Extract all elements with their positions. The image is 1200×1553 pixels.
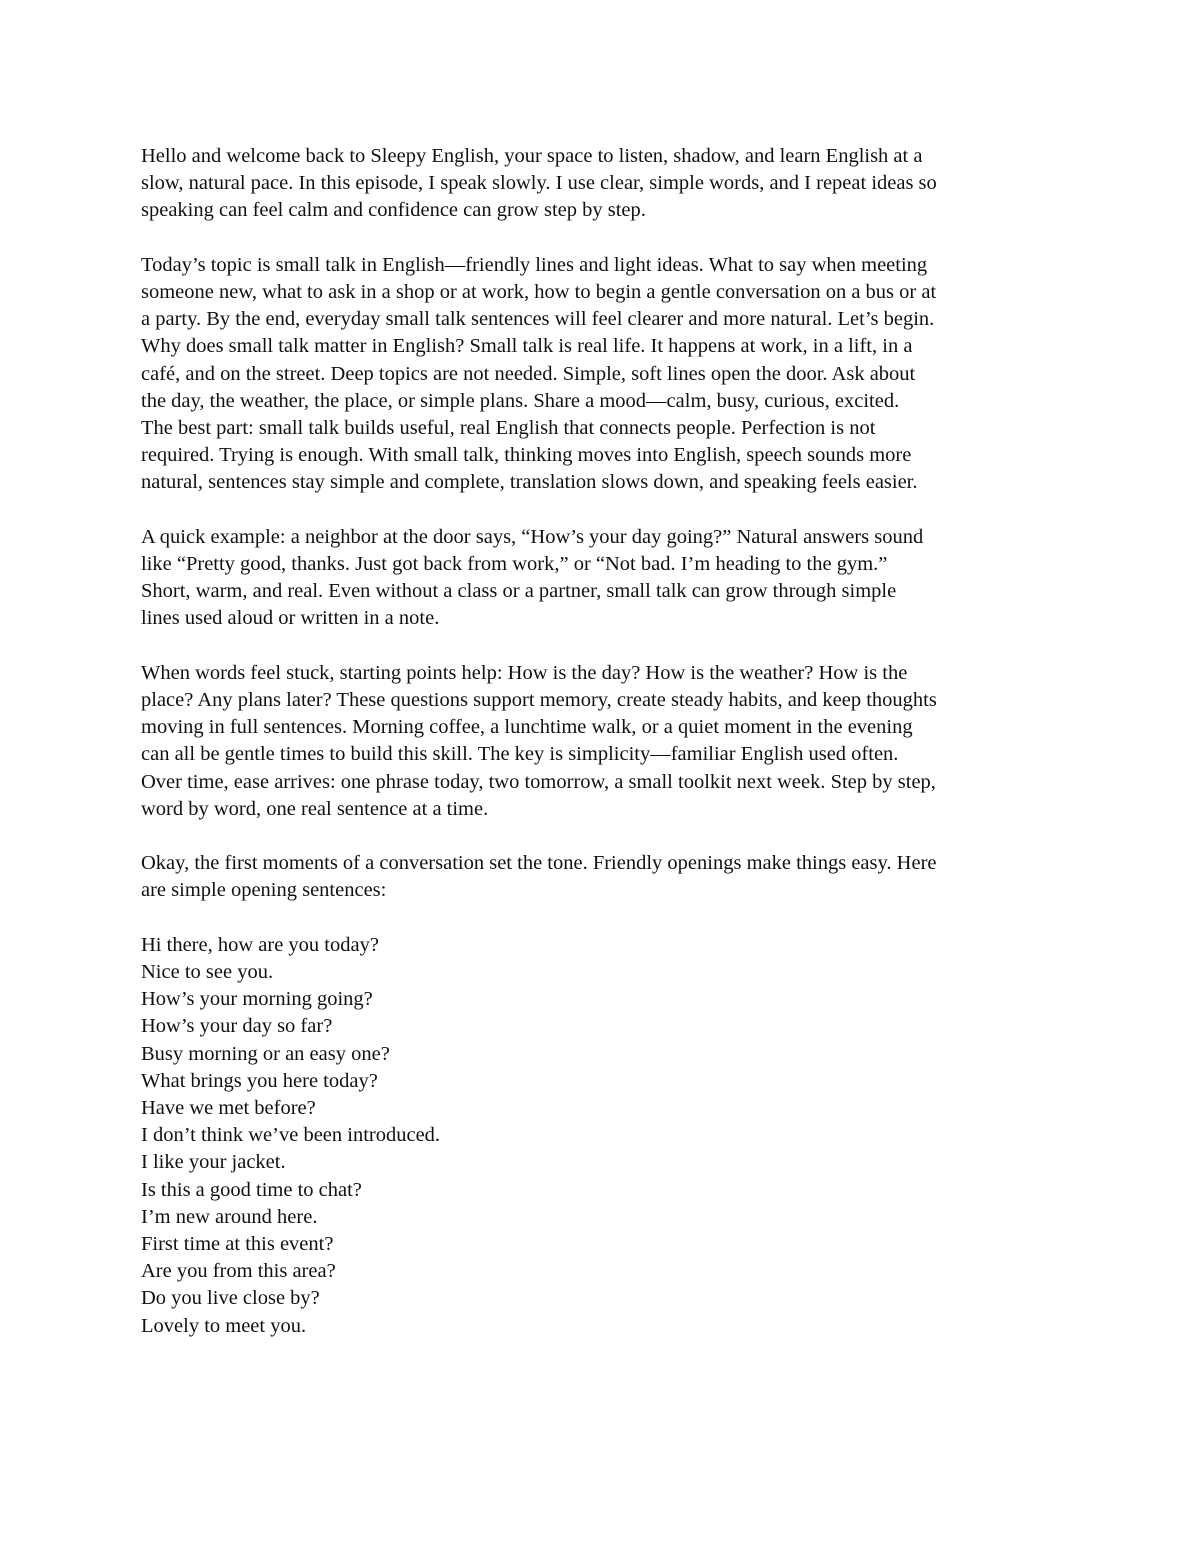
text-line: Okay, the first moments of a conversation set the tone. Friendly openings make things easy. Here: [141, 852, 937, 875]
list-item: Is this a good time to chat?: [141, 1178, 362, 1201]
opening-phrases-list: [141, 932, 1066, 1340]
list-item: How’s your day so far?: [141, 1015, 333, 1038]
text-line: someone new, what to ask in a shop or at work, how to begin a gentle conversation on a bus or at: [141, 281, 937, 303]
list-item: What brings you here today?: [141, 1069, 378, 1092]
list-item: I’m new around here.: [141, 1205, 318, 1228]
text-line: the day, the weather, the place, or simple plans. Share a mood—calm, busy, curious, excited.: [141, 389, 900, 412]
list-item: I like your jacket.: [141, 1151, 286, 1174]
list-item: Are you from this area?: [141, 1260, 336, 1283]
text-line: are simple opening sentences:: [141, 879, 387, 902]
list-item: How’s your morning going?: [141, 988, 373, 1011]
paragraph-starting-points: [141, 660, 1066, 823]
list-item: Lovely to meet you.: [141, 1314, 307, 1337]
list-item: Hi there, how are you today?: [141, 933, 379, 956]
paragraph-intro: [141, 143, 1066, 225]
text-line: word by word, one real sentence at a time.: [141, 797, 489, 820]
text-line: Over time, ease arrives: one phrase today, two tomorrow, a small toolkit next week. Step by step,: [141, 770, 936, 793]
list-item: Busy morning or an easy one?: [141, 1042, 390, 1065]
paragraph-topic: [141, 252, 1066, 497]
paragraph-example: [141, 524, 1066, 633]
paragraph-openings: [141, 850, 1066, 904]
list-item: First time at this event?: [141, 1233, 334, 1256]
text-line: café, and on the street. Deep topics are not needed. Simple, soft lines open the door. Ask about: [141, 362, 916, 385]
text-line: Short, warm, and real. Even without a class or a partner, small talk can grow through simple: [141, 580, 897, 603]
document-body: [141, 143, 1066, 1340]
text-line: The best part: small talk builds useful, real English that connects people. Perfection is not: [141, 417, 876, 440]
list-item: I don’t think we’ve been introduced.: [141, 1124, 441, 1147]
list-item: Do you live close by?: [141, 1287, 320, 1310]
list-item: Have we met before?: [141, 1097, 316, 1120]
text-line: natural, sentences stay simple and complete, translation slows down, and speaking feels easier.: [141, 471, 918, 494]
text-line: When words feel stuck, starting points help: How is the day? How is the weather? How is the: [141, 661, 908, 684]
list-item: Nice to see you.: [141, 961, 274, 984]
text-line: Today’s topic is small talk in English—friendly lines and light ideas. What to say when meeting: [141, 253, 928, 276]
text-line: like “Pretty good, thanks. Just got back from work,” or “Not bad. I’m heading to the gym.”: [141, 553, 888, 576]
text-line: Hello and welcome back to Sleepy English, your space to listen, shadow, and learn English at a: [141, 145, 923, 167]
text-line: speaking can feel calm and confidence can grow step by step.: [141, 199, 646, 222]
text-line: lines used aloud or written in a note.: [141, 607, 440, 630]
text-line: moving in full sentences. Morning coffee, a lunchtime walk, or a quiet moment in the evening: [141, 716, 913, 739]
text-line: can all be gentle times to build this skill. The key is simplicity—familiar English used often.: [141, 743, 899, 766]
text-line: slow, natural pace. In this episode, I speak slowly. I use clear, simple words, and I repeat ideas so: [141, 172, 937, 195]
text-line: Why does small talk matter in English? Small talk is real life. It happens at work, in a lift, in a: [141, 335, 913, 358]
text-line: a party. By the end, everyday small talk sentences will feel clearer and more natural. Let’s begin.: [141, 308, 935, 331]
text-line: A quick example: a neighbor at the door says, “How’s your day going?” Natural answers sound: [141, 525, 924, 548]
text-line: required. Trying is enough. With small talk, thinking moves into English, speech sounds more: [141, 444, 912, 467]
text-line: place? Any plans later? These questions support memory, create steady habits, and keep thoughts: [141, 689, 937, 712]
